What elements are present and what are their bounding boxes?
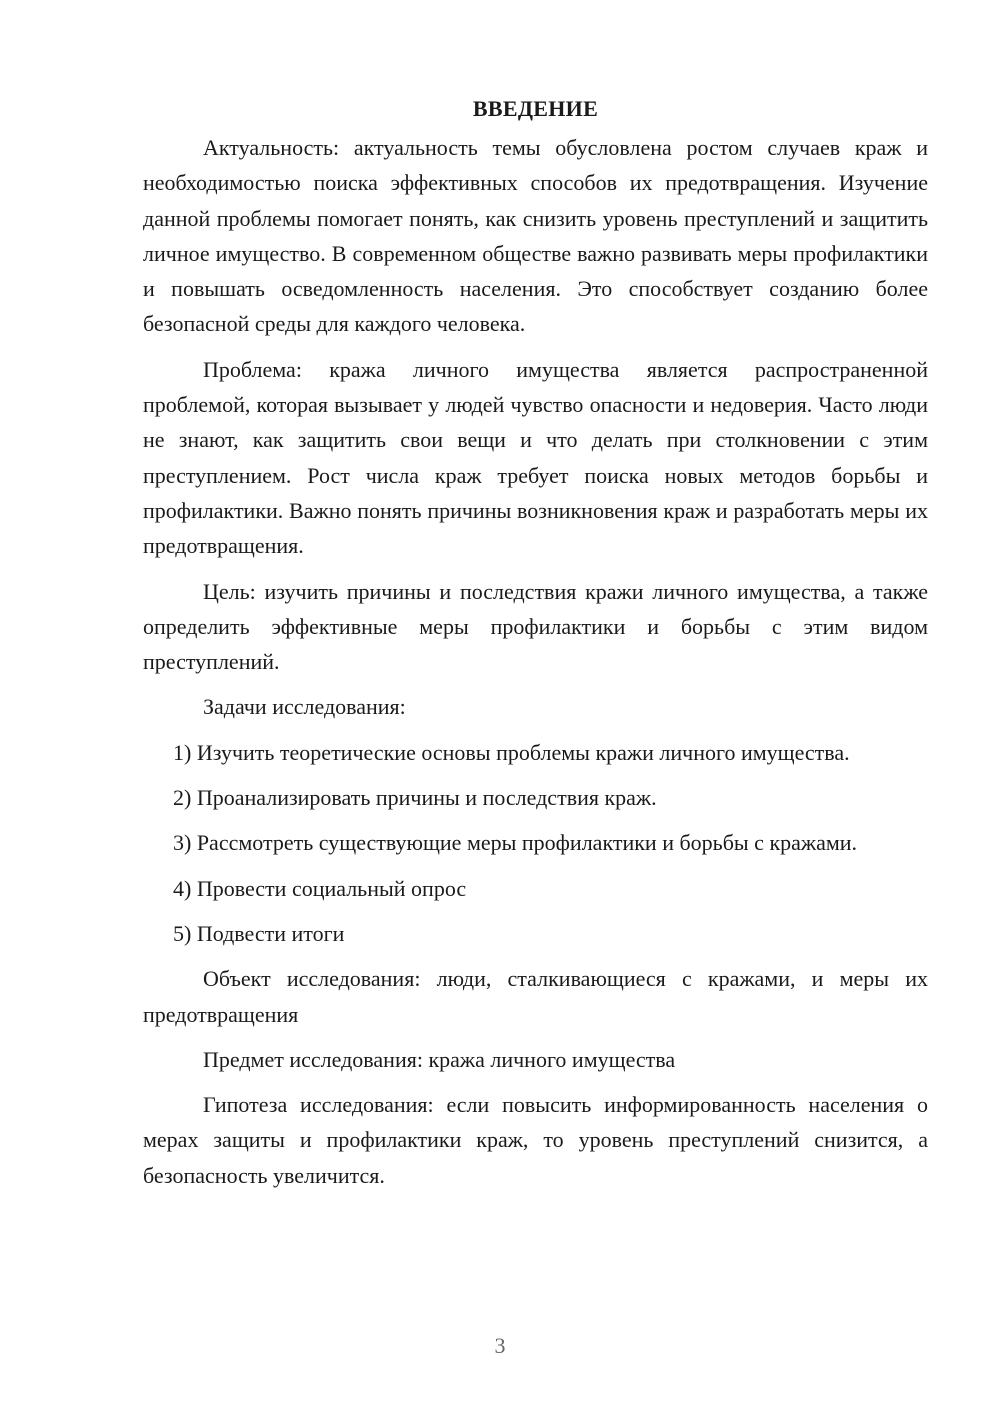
- task-item-1: 1) Изучить теоретические основы проблемы кражи личного имущества.: [173, 739, 850, 765]
- task-item-2: 2) Проанализировать причины и последствия краж.: [173, 785, 657, 811]
- task-item-4: 4) Провести социальный опрос: [173, 875, 467, 901]
- object-paragraph: Объект исследования: люди, сталкивающиеся с кражами, и меры их предотвращения: [143, 966, 928, 1027]
- page-title: ВВЕДЕНИЕ: [472, 96, 599, 121]
- subject-paragraph: Предмет исследования: кража личного имущества: [203, 1046, 676, 1072]
- relevance-paragraph: Актуальность: актуальность темы обусловлена ростом случаев краж и необходимостью поиска эффективных способов их предотвращения. Изучение данной проблемы помогает понять, как снизить уровень преступлений и защитить личное имущество. В современном обществе важно развивать меры профилактики и повышать осведомленность населения. Это способствует созданию более безопасной среды для каждого человека.: [143, 135, 928, 337]
- tasks-heading: Задачи исследования:: [203, 694, 406, 720]
- goal-paragraph: Цель: изучить причины и последствия кражи личного имущества, а также определить эффективные меры профилактики и борьбы с этим видом преступлений.: [143, 578, 928, 675]
- document-page: [143, 94, 928, 1193]
- problem-paragraph: Проблема: кража личного имущества является распространенной проблемой, которая вызывает у людей чувство опасности и недоверия. Часто люди не знают, как защитить свои вещи и что делать при столкновении с этим преступлением. Рост числа краж требует поиска новых методов борьбы и профилактики. Важно понять причины возникновения краж и разработать меры их предотвращения.: [143, 356, 928, 559]
- hypothesis-paragraph: Гипотеза исследования: если повысить информированность населения о мерах защиты и профилактики краж, то уровень преступлений снизится, а безопасность увеличится.: [143, 1092, 928, 1188]
- task-item-3: 3) Рассмотреть существующие меры профилактики и борьбы с кражами.: [173, 830, 858, 856]
- task-item-5: 5) Подвести итоги: [173, 920, 345, 946]
- page-number: 3: [494, 1333, 506, 1358]
